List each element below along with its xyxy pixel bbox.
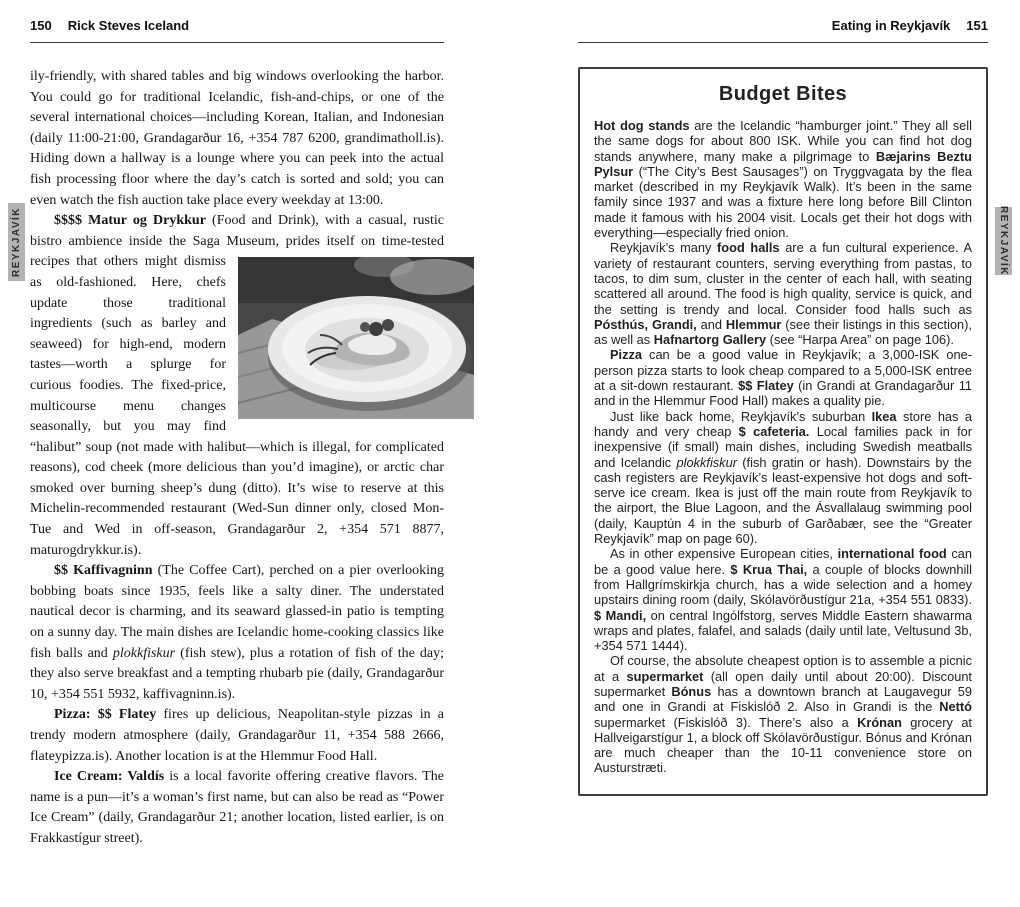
text-segment: $$ Flatey (738, 378, 794, 394)
sidebar-body (594, 118, 972, 776)
section-tab-right (995, 207, 1012, 275)
paragraph-text (594, 653, 972, 775)
text-segment: store has a handy and very cheap (594, 408, 972, 439)
paragraph (594, 118, 972, 240)
text-segment: As in other expensive European cities, (610, 546, 838, 562)
paragraph (594, 546, 972, 653)
paragraph-text (30, 707, 444, 763)
text-segment: Pósthús, Grandi, (594, 316, 697, 332)
text-segment: Local families pack in for inexpensive (if small) main dishes, including Swedish meatballs and Icelandic (594, 423, 972, 470)
text-segment: Bæjarins Beztu Pylsur (594, 148, 973, 179)
text-segment: (see their listings in this section), as well as (594, 316, 972, 348)
text-segment: $ cafeteria. (738, 423, 810, 439)
budget-bites-box (578, 67, 988, 796)
paragraph (594, 409, 972, 547)
paragraph (30, 211, 444, 561)
text-segment: are a fun cultural experience. A variety of restaurant counters, serving everything from pastas, to tacos, to dim sum, cluster in the center of each hall, with seating scattered all around. The food is high quality, service is quick, and the setting is trendy and local. Consider food halls such as (594, 240, 972, 317)
text-segment: Krónan (857, 714, 902, 730)
right-page (578, 18, 988, 796)
text-segment: (fish stew), plus a rotation of fish of the day; they also serve breakfast and a tempting rhubarb pie (daily, Grandagarður 10, +354 551 5932, kaffivagninn.is). (30, 645, 444, 702)
paragraph-text (594, 118, 972, 240)
text-segment: Hlemmur (725, 316, 782, 332)
text-segment: (see “Harpa Area” on page 106). (766, 332, 954, 348)
text-segment: can be a good value here. (594, 546, 972, 577)
text-segment: food halls (717, 240, 780, 256)
text-segment: has a downtown branch at Laugavegur 59 and one in Grandi at Fiskislóð 2. Also in Grandi is the (594, 683, 972, 715)
page-number: 151 (966, 18, 988, 33)
text-segment: Reykjavík’s many (610, 240, 718, 256)
sidebar-title: Budget Bites (718, 83, 848, 105)
text-segment: (all open daily until about 20:00). Discount supermarket (594, 668, 972, 699)
text-segment: time-tested recipes that others might dismiss as old-fashioned. Here, chefs update those traditional ingredients (such as barley and seaweed) for high-end, modern tastes—worth a splurge for curious foodies. The fixed-price, multicourse menu changes seasonally, but you may find “halibut” soup (not made with halibut—which is illegal, for complicated reasons), cod cheek (more delicious than you’d imagine), or arctic char smoked over burning sheep’s dung (ditto). It’s wise to reserve at this Michelin-recommended restaurant (Wed-Sun dinner only, closed Mon-Tue and Wed in off-season, Grandagarður 2, +354 571 8877, maturogdrykkur.is). (30, 233, 444, 558)
text-segment: Nettó (939, 699, 972, 715)
paragraph-text (30, 769, 444, 846)
paragraph (30, 561, 444, 705)
text-segment: supermarket (Fiskislóð 3). There’s also a (594, 714, 858, 730)
text-segment: (fish gratin or hash). Downstairs by the cash registers are Reykjavík’s least-expensive hot dogs and soft-serve ice cream. Ikea is just off the main route from Reykjavík to the airport, the Blue Lagoon, and the Ásvallalaug swimming pool (daily, Kauptún 4 in the suburb of Garðabær, see the “Greater Reykjavík” map on page 60). (594, 454, 972, 547)
text-segment: supermarket (626, 668, 704, 684)
text-segment: (Food and Drink), with a casual, rustic bistro ambience inside the Saga Museum, prides itself on (30, 213, 444, 249)
page-number: 150 (30, 18, 52, 33)
text-segment: on central Ingólfstorg, serves Middle Eastern shawarma wraps and plates, falafel, and salads (daily until late, Veltusund 3b, +354 571 1444). (594, 607, 972, 654)
section-tab-left (8, 203, 25, 281)
text-segment: (“The City’s Best Sausages”) on Tryggvagata by the flea market (described in my Reykjavík Walk). It’s been in the same family since 1937 and was a fixture here long before Bill Clinton made it famous with his 2004 visit. Locals get their hot dogs with everything—especially fried onion. (594, 163, 972, 241)
section-tab-label: REYKJAVÍK (998, 206, 1009, 276)
text-segment: (in Grandi at Grandagarður 11 and in the Hlemmur Food Hall) makes a quality pie. (594, 378, 972, 409)
text-segment: Hafnartorg Gallery (653, 332, 767, 348)
text-segment: $ Krua Thai, (730, 561, 808, 577)
paragraph (594, 653, 972, 775)
chapter-title: Eating in Reykjavík (831, 18, 951, 33)
text-segment: plokkfiskur (676, 454, 737, 470)
paragraph-text (594, 409, 972, 546)
paragraph-text (594, 347, 972, 408)
text-segment: ily-friendly, with shared tables and big windows overlooking the harbor. You could go for traditional Icelandic, fish-and-chips, or one of the several international choices—including Korean, Italian, and Indonesian (daily 11:00-21:00, Grandagarður 16, +354 787 6200, grandimatholl.is). Hiding down a hallway is a lounge where you can peek into the actual fish processing floor where the day’s catch is sorted and sold; you can even watch the fish auction take place every weekday at 13:00. (30, 69, 444, 208)
book-title: Rick Steves Iceland (67, 18, 190, 33)
text-segment: is a local favorite offering creative flavors. The name is a pun—it’s a woman’s first name, but can also be read as “Power Ice Cream” (daily, Grandagarður 21; another location, listed earlier, is on Frakkastígur street). (30, 769, 445, 846)
text-segment: fires up delicious, Neapolitan-style pizzas in a trendy modern atmosphere (daily, Grandagarður 11, +354 588 2666, flateypizza.is). Another location is at the Hlemmur Food Hall. (30, 707, 444, 764)
text-segment: are the Icelandic “hamburger joint.” They all sell the same dogs for about 800 ISK. While you can find hot dog stands anywhere, many make a pilgrimage to (594, 118, 972, 164)
text-segment: plokkfiskur (112, 645, 176, 661)
text-segment: $$$$ Matur og Drykkur (54, 213, 206, 229)
text-segment: grocery at Hallveigarstígur 1, a block off Skólavörðustígur. Bónus and Krónan are much cheaper than the 10-11 convenience store on Austurstræti. (594, 714, 972, 776)
right-running-head (578, 18, 988, 43)
dish-photo (238, 257, 474, 419)
text-segment: a couple of blocks downhill from Hallgrímskirkja church, has a wide selection and a homey upstairs dining room (daily, Skólavörðustígur 21a, +354 551 0833). (594, 561, 972, 608)
text-segment: Of course, the absolute cheapest option is to assemble a picnic at a (594, 653, 972, 684)
text-segment: international food (837, 546, 947, 562)
paragraph-text (594, 240, 972, 347)
text-segment: Hot dog stands (594, 118, 690, 133)
section-tab-label: REYKJAVÍK (11, 207, 22, 277)
paragraph-text (594, 546, 972, 653)
paragraph (594, 240, 972, 347)
text-segment: Ice Cream: Valdís (54, 769, 165, 785)
paragraph (594, 347, 972, 408)
paragraph-text (30, 69, 444, 208)
paragraph-text (30, 563, 444, 702)
text-segment: Bónus (671, 683, 712, 699)
text-segment: (The Coffee Cart), perched on a pier overlooking bobbing boats since 1935, feels like a salty diner. The understated nautical decor is charming, and its seaward glassed-in patio is tempting on a sunny day. The main dishes are Icelandic home-cooking classics like fish balls and (30, 563, 444, 661)
text-segment: Pizza (610, 347, 643, 363)
left-page (30, 18, 444, 850)
text-segment: Pizza: $$ Flatey (54, 707, 157, 723)
text-segment: Ikea (871, 408, 897, 424)
text-segment: and (696, 316, 726, 332)
text-segment: can be a good value in Reykjavík; a 3,000-ISK one-person pizza starts to look cheap compared to a 5,000-ISK entree at a sit-down restaurant. (594, 347, 972, 394)
text-segment: $$ Kaffivagninn (54, 563, 153, 579)
paragraph (30, 705, 444, 767)
paragraph (30, 767, 444, 849)
left-running-head (30, 18, 444, 43)
paragraph (30, 67, 444, 211)
dish-photo-image (238, 257, 474, 419)
text-segment: Just like back home, Reykjavík’s suburban (610, 408, 872, 424)
text-segment: $ Mandi, (594, 607, 647, 623)
left-page-body (30, 67, 444, 850)
